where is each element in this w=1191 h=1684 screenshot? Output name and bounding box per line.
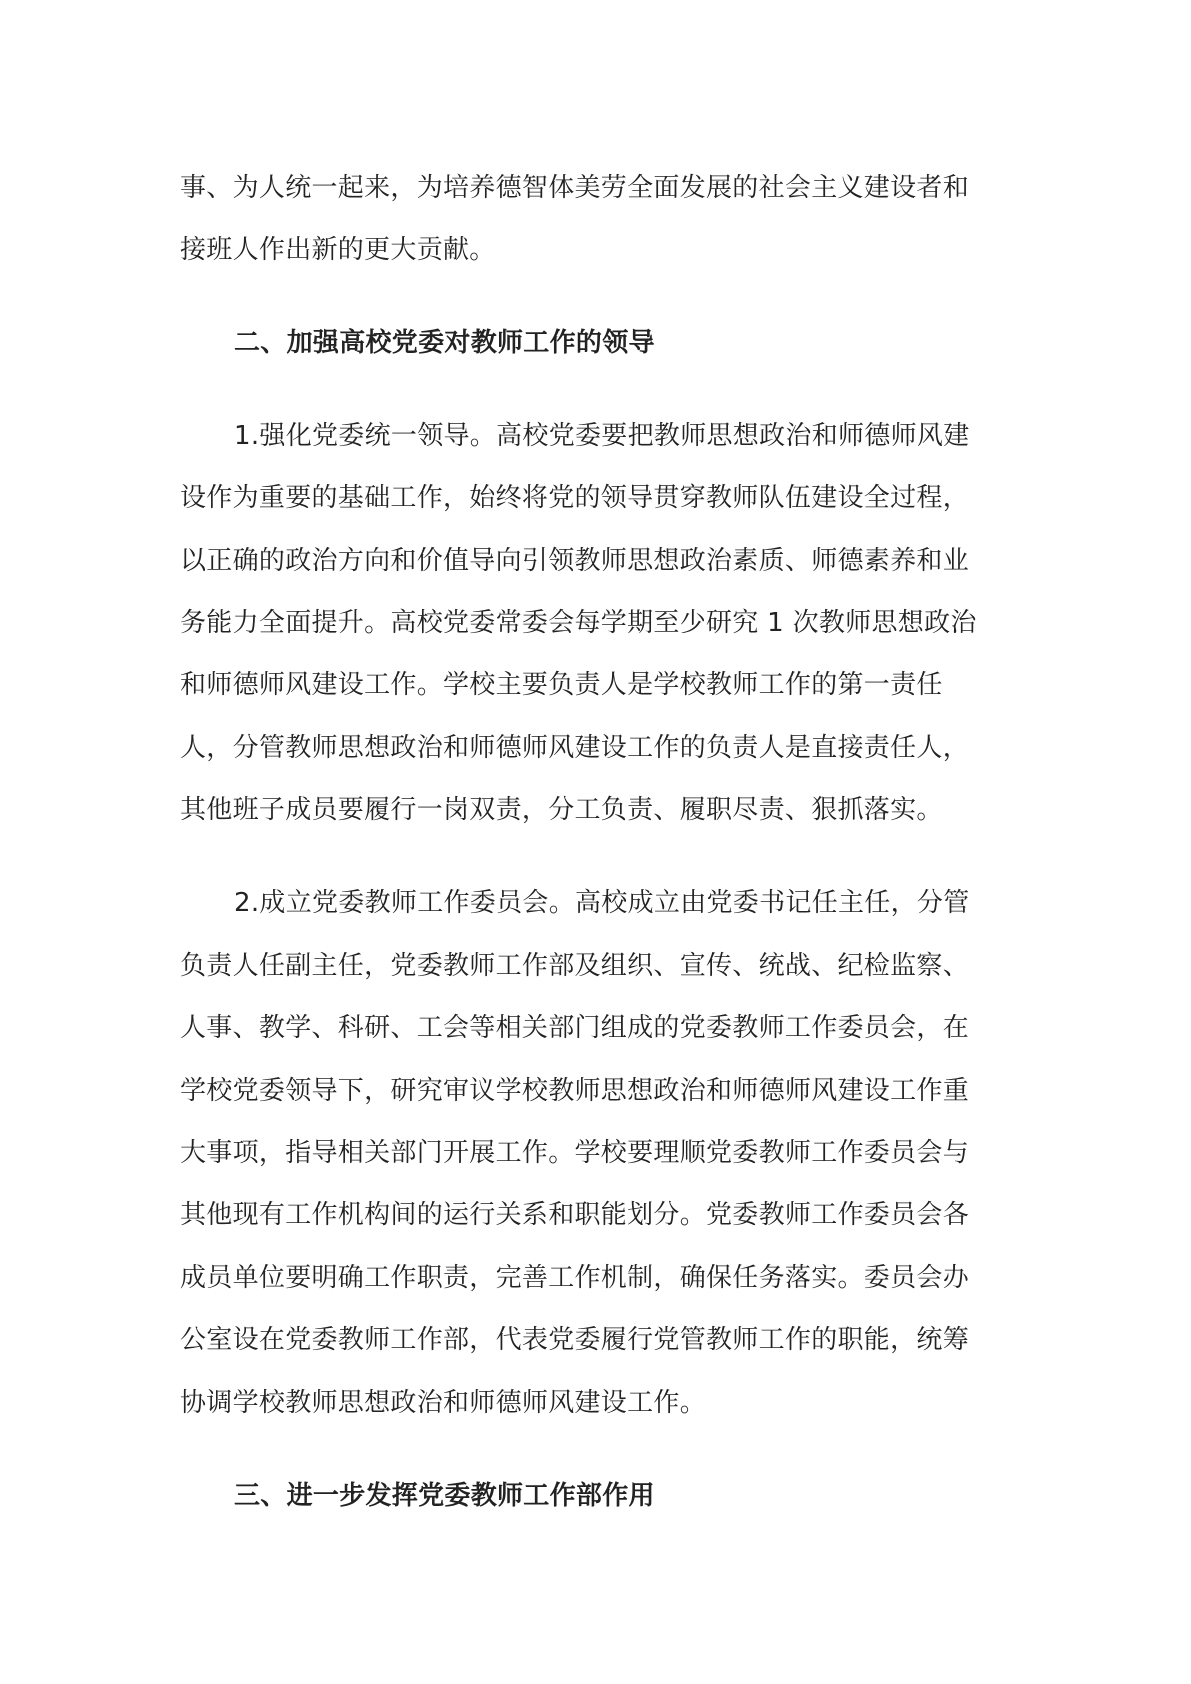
text-line: 接班人作出新的更大贡献。	[180, 235, 496, 265]
text-line: 公室设在党委教师工作部，代表党委履行党管教师工作的职能，统筹	[180, 1325, 970, 1355]
text-line: 学校党委领导下，研究审议学校教师思想政治和师德师风建设工作重	[180, 1076, 970, 1106]
text-line: 事、为人统一起来，为培养德智体美劳全面发展的社会主义建设者和	[180, 173, 970, 203]
text-line: 成员单位要明确工作职责，完善工作机制，确保任务落实。委员会办	[180, 1263, 970, 1293]
text-line: 人，分管教师思想政治和师德师风建设工作的负责人是直接责任人，	[180, 733, 970, 763]
section-heading: 二、加强高校党委对教师工作的领导	[234, 328, 655, 358]
text-line: 以正确的政治方向和价值导向引领教师思想政治素质、师德素养和业	[180, 546, 970, 576]
text-line: 负责人任副主任，党委教师工作部及组织、宣传、统战、纪检监察、	[180, 951, 970, 981]
text-line: 2.成立党委教师工作委员会。高校成立由党委书记任主任，分管	[234, 888, 970, 918]
text-line: 其他现有工作机构间的运行关系和职能划分。党委教师工作委员会各	[180, 1200, 970, 1230]
text-line: 大事项，指导相关部门开展工作。学校要理顺党委教师工作委员会与	[180, 1138, 970, 1168]
text-line: 和师德师风建设工作。学校主要负责人是学校教师工作的第一责任	[180, 670, 943, 700]
text-line: 协调学校教师思想政治和师德师风建设工作。	[180, 1388, 707, 1418]
text-line: 务能力全面提升。高校党委常委会每学期至少研究 1 次教师思想政治	[180, 608, 977, 638]
text-line: 设作为重要的基础工作，始终将党的领导贯穿教师队伍建设全过程，	[180, 483, 970, 513]
text-line: 其他班子成员要履行一岗双责，分工负责、履职尽责、狠抓落实。	[180, 795, 943, 825]
text-line: 1.强化党委统一领导。高校党委要把教师思想政治和师德师风建	[234, 421, 970, 451]
section-heading: 三、进一步发挥党委教师工作部作用	[234, 1481, 655, 1511]
text-line: 人事、教学、科研、工会等相关部门组成的党委教师工作委员会，在	[180, 1013, 970, 1043]
